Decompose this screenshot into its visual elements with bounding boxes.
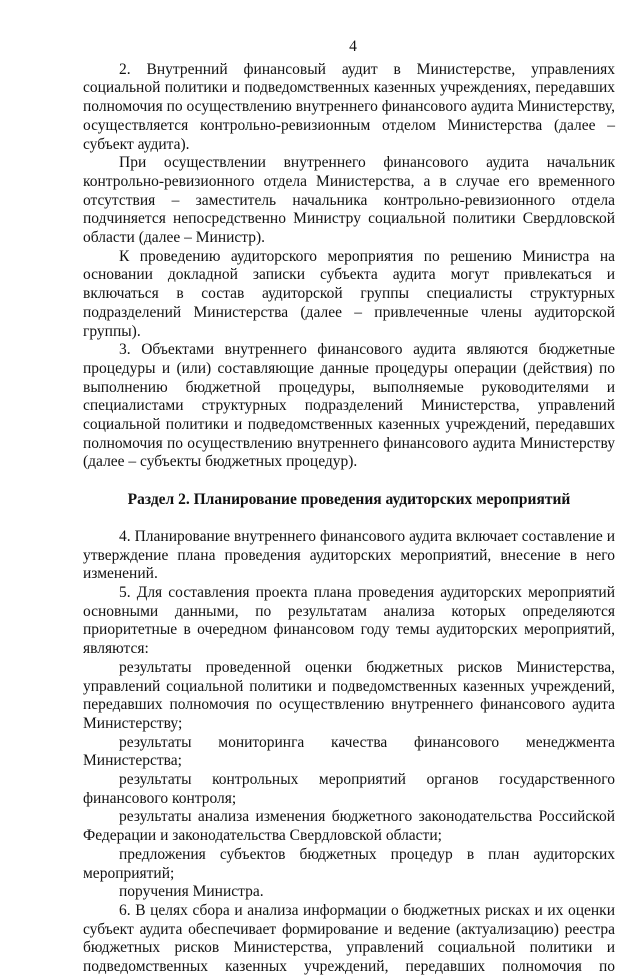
paragraph-item-5: 5. Для составления проекта плана проведения аудиторских мероприятий основными данными, по результатам анализа которых определяются приоритетные в очередном финансовом году темы аудиторских мероприятий, являются: [83,583,615,658]
paragraph-subordination: При осуществлении внутреннего финансового аудита начальник контрольно-ревизионного отдела Министерства, а в случае его временного отсутствия – заместитель начальника контрольно-ревизионного отдела подчиняется непосредственно Министру социальной политики Свердловской области (далее – Министр). [83,154,615,247]
list-item-minister-orders: поручения Министра. [119,883,264,901]
section-title: Раздел 2. Планирование проведения аудиторских мероприятий [127,491,571,509]
page-number: 4 [349,38,357,55]
list-item-legislation: результаты анализа изменения бюджетного законодательства Российской Федерации и законодательства Свердловской области; [83,808,615,845]
list-item-control-results: результаты контрольных мероприятий органов государственного финансового контроля; [83,771,615,807]
paragraph-item-3: 3. Объектами внутреннего финансового аудита являются бюджетные процедуры и (или) составляющие данные процедуры операции (действия) по выполнению бюджетной процедуры, выполняемые руководителями и специалистами структурных подразделений Министерства, управлений социальной политики и подведомственных казенных учреждений, передавших полномочия по осуществлению внутреннего финансового аудита Министерству (далее – субъекты бюджетных процедур). [83,341,615,471]
paragraph-item-2: 2. Внутренний финансовый аудит в Министерстве, управлениях социальной политики и подведомственных казенных учреждениях, передавших полномочия по осуществлению внутреннего финансового аудита Министерству, осуществляется контрольно-ревизионным отделом Министерства (далее – субъект аудита). [83,60,615,153]
list-item-monitoring: результаты мониторинга качества финансового менеджмента Министерства; [83,733,615,770]
paragraph-audit-group: К проведению аудиторского мероприятия по решению Министра на основании докладной записки субъекта аудита могут привлекаться и включаться в состав аудиторской группы специалисты структурных подразделений Министерства (далее – привлеченные члены аудиторской группы). [83,247,615,340]
list-item-risk-assessment: результаты проведенной оценки бюджетных рисков Министерства, управлений социальной политики и подведомственных казенных учреждений, передавших полномочия по осуществлению внутреннего финансового аудита Министерству; [83,658,615,732]
paragraph-item-6: 6. В целях сбора и анализа информации о бюджетных рисках и их оценки субъект аудита обеспечивает формирование и ведение (актуализацию) реестра бюджетных рисков Министерства, управлений социальной политики и подведомственных казенных учреждений, передавших полномочия по [83,901,615,976]
list-item-proposals: предложения субъектов бюджетных процедур в план аудиторских мероприятий; [83,845,615,882]
paragraph-item-4: 4. Планирование внутреннего финансового аудита включает составление и утверждение плана проведения аудиторских мероприятий, внесение в него изменений. [83,527,615,583]
